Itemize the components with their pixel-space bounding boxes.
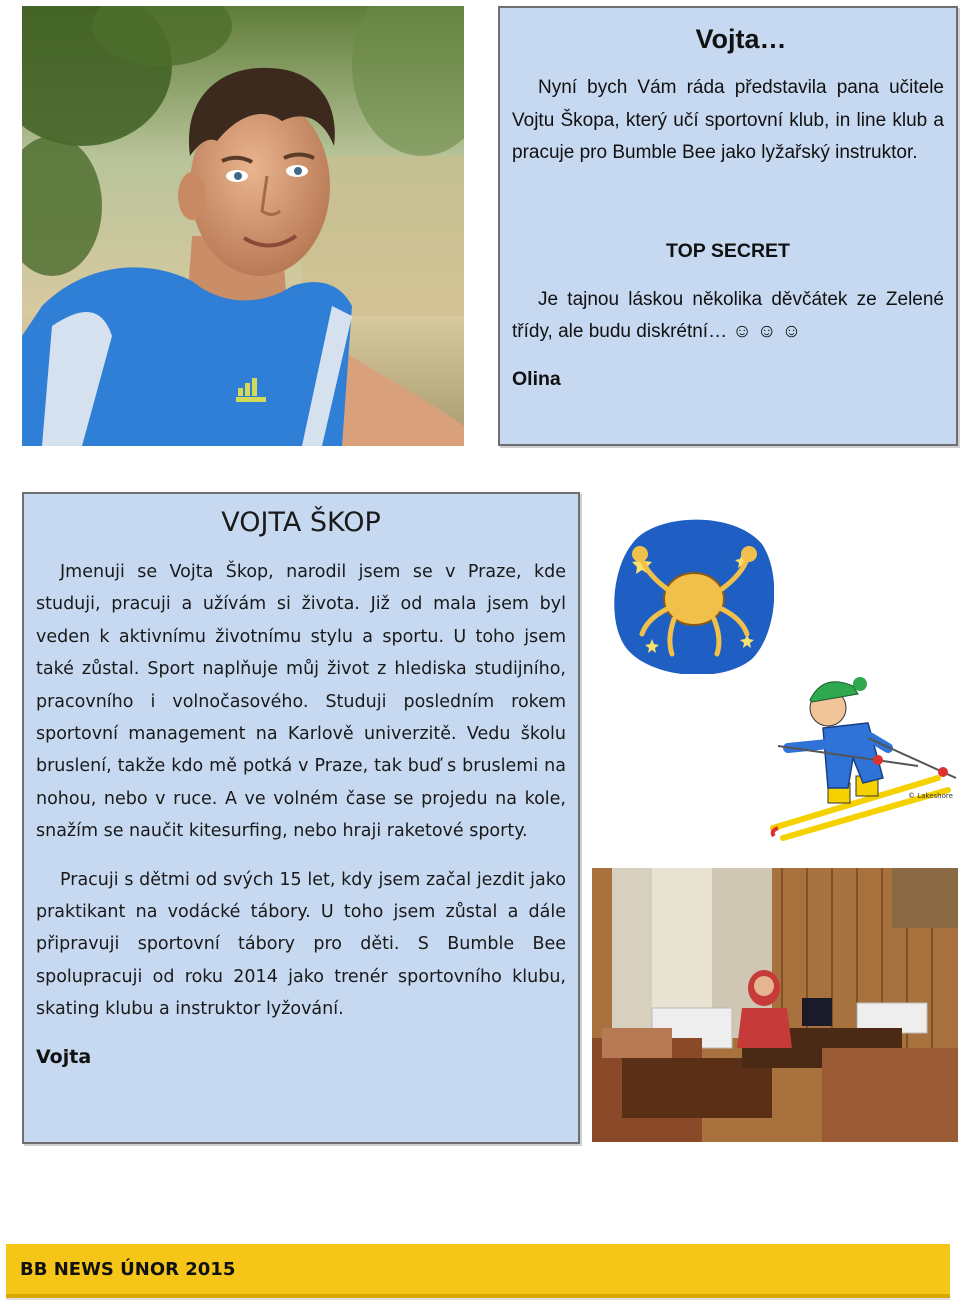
- footer-label: BB NEWS ÚNOR 2015: [20, 1258, 236, 1280]
- intro-title: Vojta…: [695, 24, 787, 54]
- cancer-zodiac-clipart: [612, 514, 774, 674]
- intro-text: Nyní bych Vám ráda představila pana učitele Vojtu Škopa, který učí sportovní klub, in line klub a pracuje pro Bumble Bee jako lyžařský instruktor.: [512, 77, 944, 163]
- intro-signature: Olina: [512, 367, 561, 390]
- profile-box: [22, 492, 580, 1144]
- profile-signature: Vojta: [36, 1045, 92, 1068]
- portrait-photo: [22, 6, 464, 446]
- cabin-room-photo: [592, 868, 958, 1142]
- secret-heading: TOP SECRET: [666, 239, 790, 262]
- intro-box: [498, 6, 958, 446]
- profile-name: VOJTA ŠKOP: [221, 507, 381, 538]
- skier-credit: © Lakeshore: [908, 792, 953, 800]
- skier-clipart: [768, 668, 958, 844]
- profile-paragraph-2: Pracuji s dětmi od svých 15 let, kdy jsem začal jezdit jako praktikant na vodácké tábory. U toho jsem zůstal a dále připravuji sportovní tábory pro děti. S Bumble Bee spolupracuji od roku 2014 jako trenér sportovního klubu, skating klubu a instruktor lyžování.: [36, 869, 566, 1020]
- footer-bar: [6, 1244, 950, 1298]
- secret-text: Je tajnou láskou několika děvčátek ze Zelené třídy, ale budu diskrétní… ☺ ☺ ☺: [512, 288, 944, 342]
- profile-paragraph-1: Jmenuji se Vojta Škop, narodil jsem se v Praze, kde studuji, pracuji a užívám si života. Již od mala jsem byl veden k aktivnímu životnímu stylu a sportu. U toho jsem také zůstal. Sport naplňuje můj život z hlediska studijního, pracovního i volnočasového. Studuji posledním rokem sportovní management na Karlově univerzitě. Vedu školu bruslení, takže kdo mě potká v Praze, tak buď s bruslemi na nohou, nebo v ruce. A ve volném čase se projedu na kole, snažím se naučit kitesurfing, nebo hraji raketové sporty.: [36, 562, 566, 842]
